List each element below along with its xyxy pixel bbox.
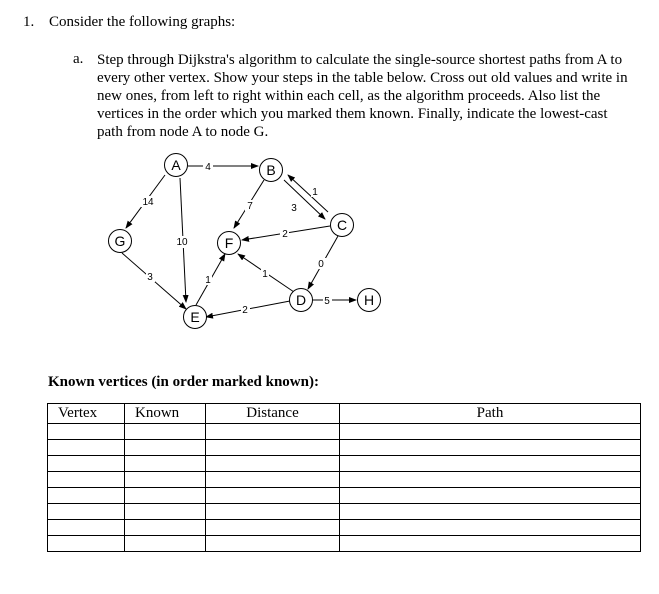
node-label-a: A — [171, 157, 181, 173]
path-cell[interactable] — [340, 424, 641, 440]
question-text: Consider the following graphs: — [49, 14, 236, 30]
subpart-line: path from node A to node G. — [97, 124, 269, 140]
edge-weight-label: 2 — [282, 229, 288, 240]
edge-weight-label: 1 — [312, 187, 318, 198]
edge-weight-label: 10 — [176, 237, 188, 248]
edge-weight-label: 0 — [318, 259, 324, 270]
edge-weight-label: 2 — [242, 305, 248, 316]
subpart-line: vertices in the order which you marked them known. Finally, indicate the lowest-cast — [97, 106, 608, 122]
header-known: Known — [125, 404, 206, 424]
table-row — [48, 536, 641, 552]
table-row — [48, 472, 641, 488]
vertex-cell[interactable] — [48, 488, 125, 504]
table-row — [48, 504, 641, 520]
path-cell[interactable] — [340, 472, 641, 488]
vertex-cell[interactable] — [48, 504, 125, 520]
graph-diagram — [100, 148, 400, 333]
table-header-row — [48, 404, 641, 424]
known-vertices-heading: Known vertices (in order marked known): — [48, 374, 319, 390]
table-row — [48, 440, 641, 456]
vertex-cell[interactable] — [48, 440, 125, 456]
edge-weight-label: 3 — [147, 272, 153, 283]
path-cell[interactable] — [340, 440, 641, 456]
subpart-line: Step through Dijkstra's algorithm to calculate the single-source shortest paths from A to — [97, 52, 623, 68]
table-row — [48, 520, 641, 536]
vertex-cell[interactable] — [48, 520, 125, 536]
known-cell[interactable] — [125, 440, 206, 456]
dijkstra-table — [47, 403, 641, 552]
edge-weight-label: 5 — [324, 296, 330, 307]
node-label-c: C — [336, 217, 348, 233]
question-number: 1. — [23, 14, 35, 30]
table-row — [48, 456, 641, 472]
path-cell[interactable] — [340, 520, 641, 536]
vertex-cell[interactable] — [48, 424, 125, 440]
path-cell[interactable] — [340, 536, 641, 552]
node-label-b: B — [266, 162, 276, 178]
vertex-cell[interactable] — [48, 536, 125, 552]
distance-cell[interactable] — [206, 520, 340, 536]
node-label-g: G — [114, 233, 126, 249]
table-row — [48, 488, 641, 504]
path-cell[interactable] — [340, 456, 641, 472]
known-cell[interactable] — [125, 504, 206, 520]
edge-b-c — [284, 180, 325, 219]
node-label-h: H — [363, 292, 375, 308]
node-label-e: E — [190, 309, 200, 325]
distance-cell[interactable] — [206, 456, 340, 472]
node-label-d: D — [295, 292, 307, 308]
known-cell[interactable] — [125, 472, 206, 488]
distance-cell[interactable] — [206, 472, 340, 488]
edge-weight-label: 14 — [142, 197, 154, 208]
known-cell[interactable] — [125, 520, 206, 536]
edge-weight-label: 1 — [262, 269, 268, 280]
edge-weight-label: 4 — [205, 162, 211, 173]
vertex-cell[interactable] — [48, 456, 125, 472]
subpart-letter: a. — [73, 51, 84, 67]
header-distance: Distance — [206, 404, 340, 424]
header-path: Path — [340, 404, 641, 424]
distance-cell[interactable] — [206, 536, 340, 552]
edge-weight-label: 3 — [291, 203, 297, 214]
node-label-f: F — [224, 235, 234, 251]
path-cell[interactable] — [340, 488, 641, 504]
known-cell[interactable] — [125, 424, 206, 440]
known-cell[interactable] — [125, 536, 206, 552]
known-cell[interactable] — [125, 488, 206, 504]
path-cell[interactable] — [340, 504, 641, 520]
distance-cell[interactable] — [206, 424, 340, 440]
known-cell[interactable] — [125, 456, 206, 472]
distance-cell[interactable] — [206, 440, 340, 456]
distance-cell[interactable] — [206, 504, 340, 520]
vertex-cell[interactable] — [48, 472, 125, 488]
table-row — [48, 424, 641, 440]
subpart-line: every other vertex. Show your steps in the table below. Cross out old values and write in — [97, 70, 628, 86]
edge-weight-label: 1 — [205, 275, 211, 286]
subpart-text — [97, 51, 637, 141]
subpart-line: new ones, from left to right within each cell, as the algorithm proceeds. Also list the — [97, 88, 601, 104]
header-vertex: Vertex — [48, 404, 125, 424]
edge-weight-label: 7 — [247, 201, 253, 212]
distance-cell[interactable] — [206, 488, 340, 504]
